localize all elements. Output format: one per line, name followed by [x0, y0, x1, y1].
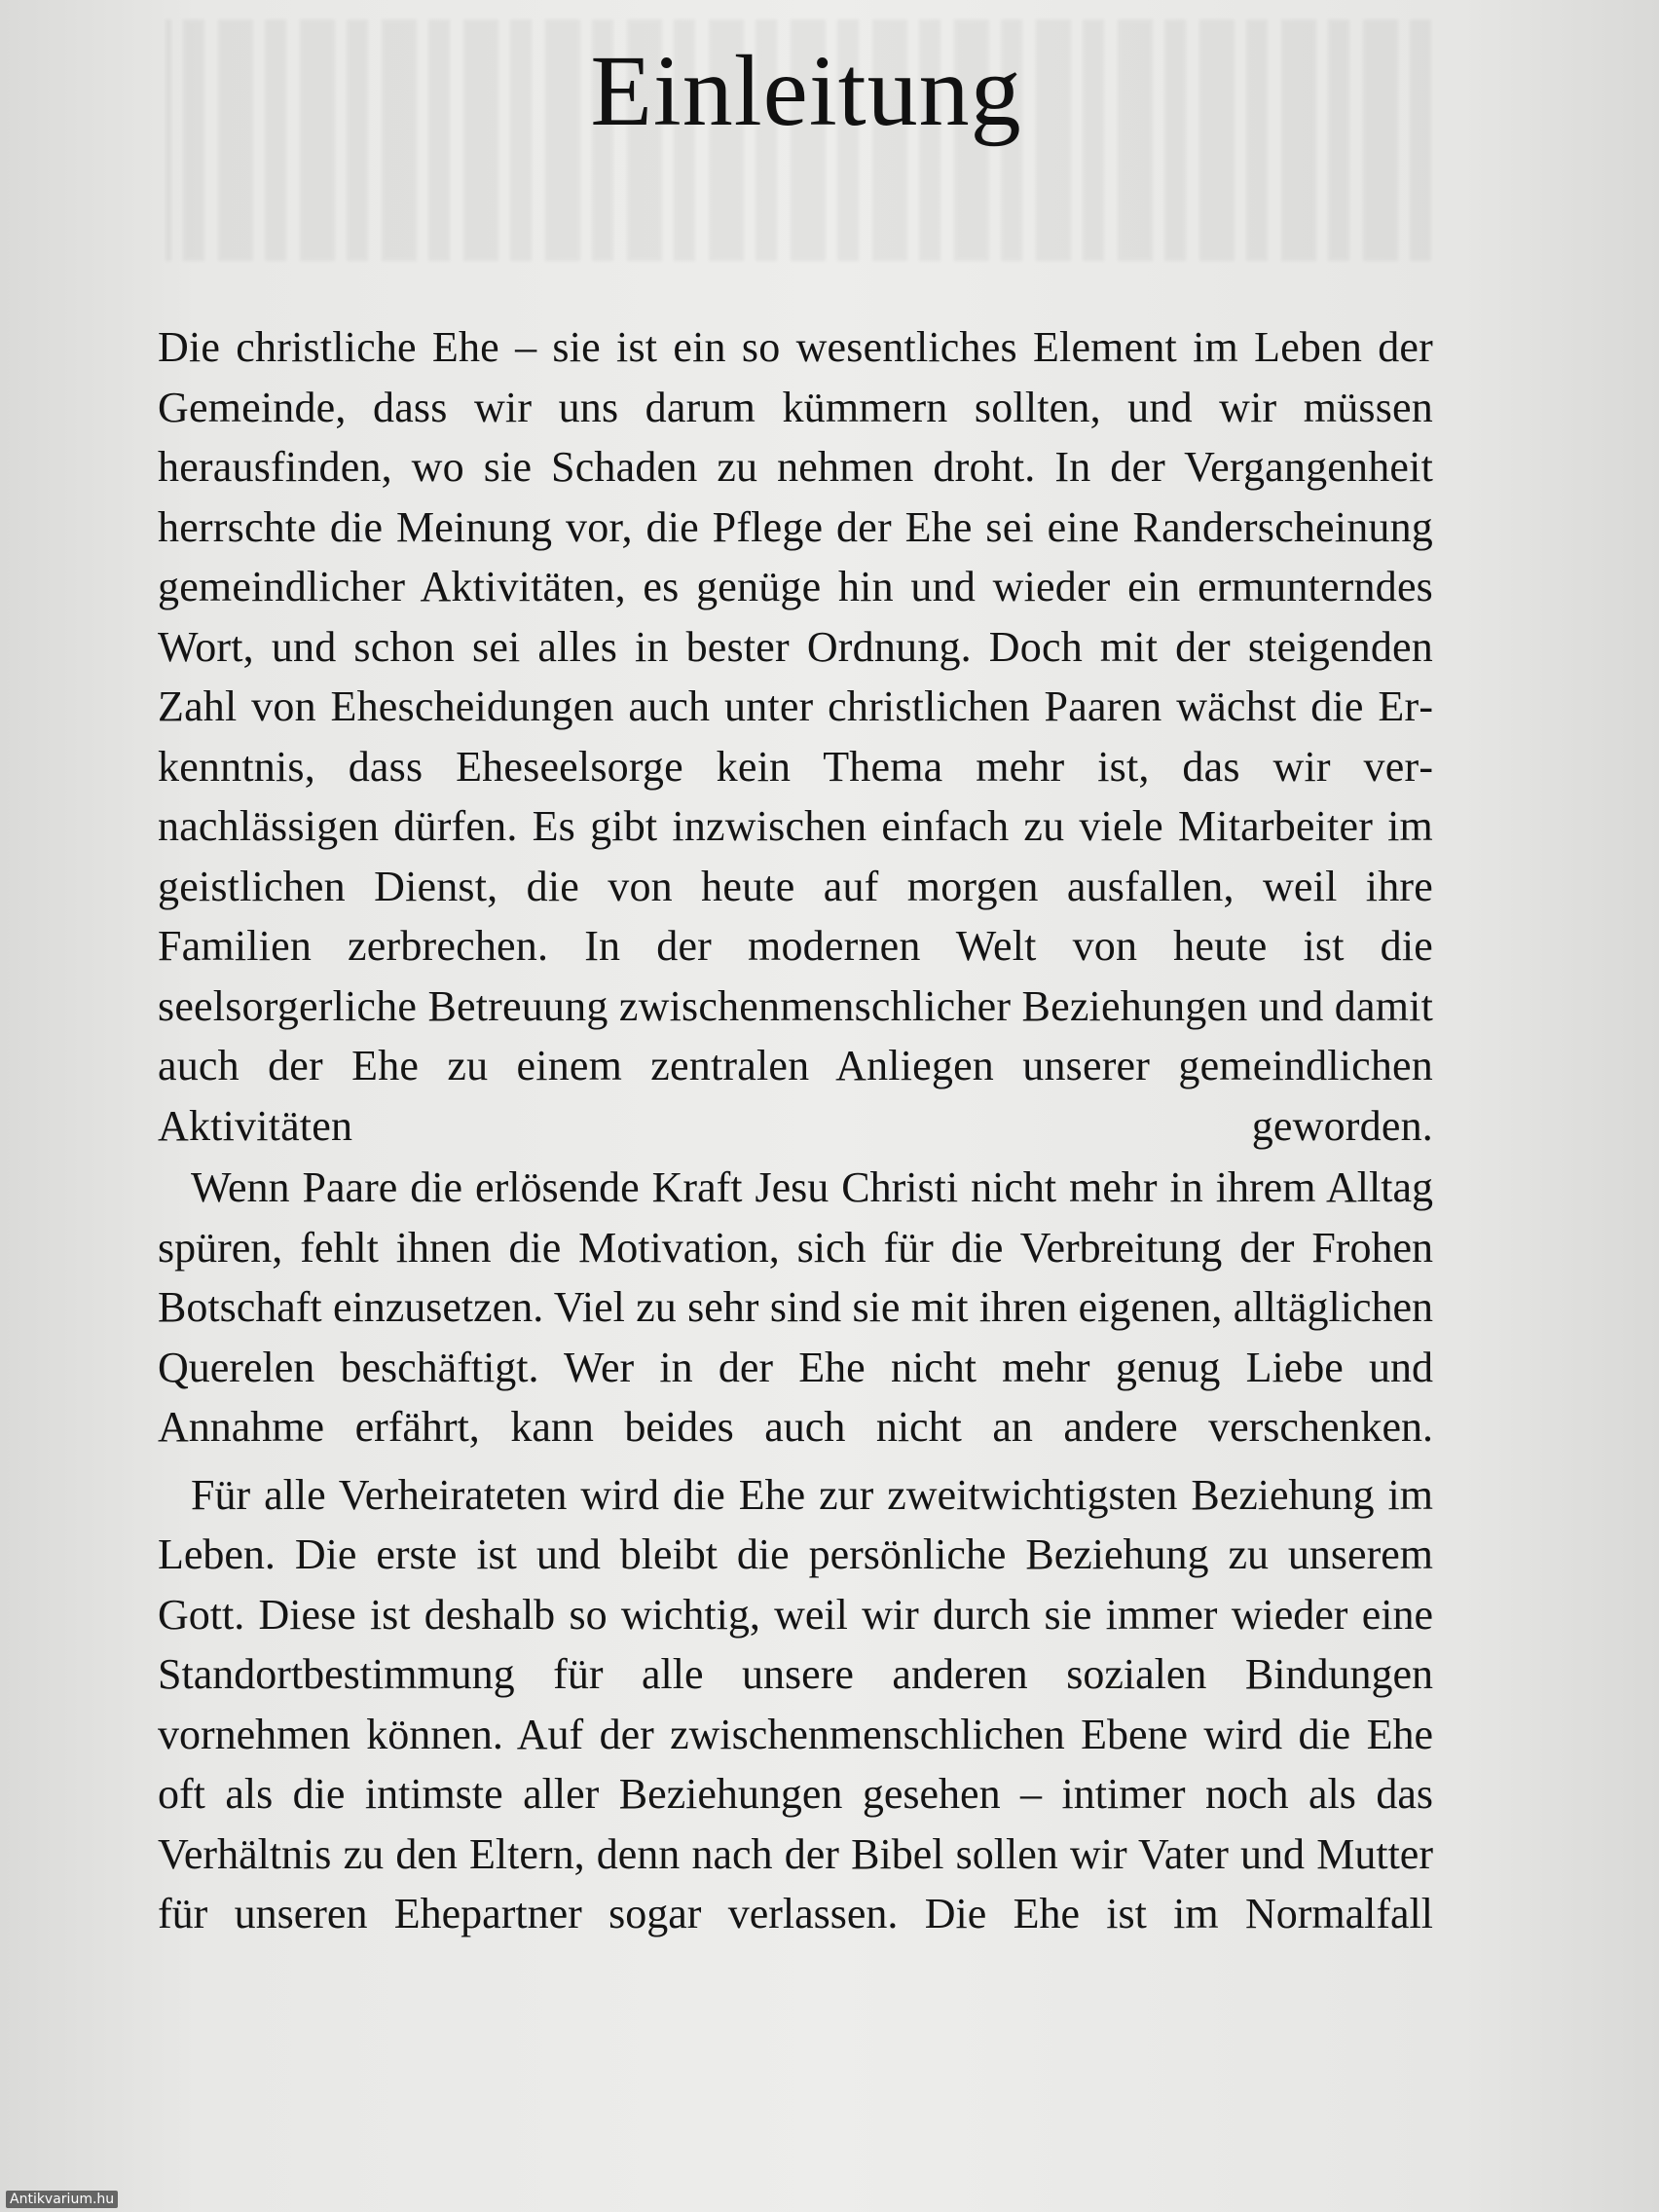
body-text: [158, 317, 1433, 1944]
site-watermark: Antikvarium.hu: [6, 2191, 118, 2208]
paragraph: Wenn Paare die erlösende Kraft Jesu Christi nicht mehr in ihrem Alltag spüren, fehlt ihnen die Motivation, sich für die Verbreitung der Frohen Botschaft einzusetzen. Viel zu sehr sind sie mit ihren eigenen, alltäglichen Querelen beschäftigt. Wer in der Ehe nicht mehr genug Liebe und Annahme erfährt, kann beides auch nicht an andere verschenken.: [158, 1163, 1433, 1451]
chapter-title: Einleitung: [590, 35, 1022, 147]
paragraph: Für alle Verheirateten wird die Ehe zur zweitwichtigsten Beziehung im Leben. Die erste ist und bleibt die persönliche Beziehung zu unserem Gott. Diese ist deshalb so wichtig, weil wir durch sie immer wieder eine Standortbestimmung für alle unsere anderen sozialen Bindungen vornehmen können. Auf der zwischenmenschlichen Ebene wird die Ehe oft als die intimste aller Beziehungen gesehen – intimer noch als das Verhältnis zu den Eltern, denn nach der Bibel sollen wir Vater und Mutter für unseren Ehepartner sogar verlassen. Die Ehe ist im Normalfall: [158, 1470, 1433, 1937]
paragraph: Die christliche Ehe – sie ist ein so wesentliches Element im Leben der Gemeinde, dass wir uns darum kümmern sollten, und wir müssen herausfinden, wo sie Schaden zu nehmen droht. In der Vergangenheit herrschte die Meinung vor, die Pflege der Ehe sei eine Randerscheinung gemeindlicher Aktivitäten, es genüge hin und wieder ein ermunterndes Wort, und schon sei alles in bester Ordnung. Doch mit der steigenden Zahl von Ehescheidungen auch unter christlichen Paaren wächst die Erkenntnis, dass Eheseelsorge kein Thema mehr ist, das wir vernachlässigen dürfen. Es gibt inzwischen einfach zu viele Mitarbeiter im geistlichen Dienst, die von heute auf morgen ausfallen, weil ihre Familien zerbrechen. In der modernen Welt von heute ist die seelsorgerliche Betreuung zwischenmenschlicher Beziehungen und damit auch der Ehe zu einem zentralen Anliegen unserer gemeindlichen Aktivitäten geworden.: [158, 323, 1433, 1150]
